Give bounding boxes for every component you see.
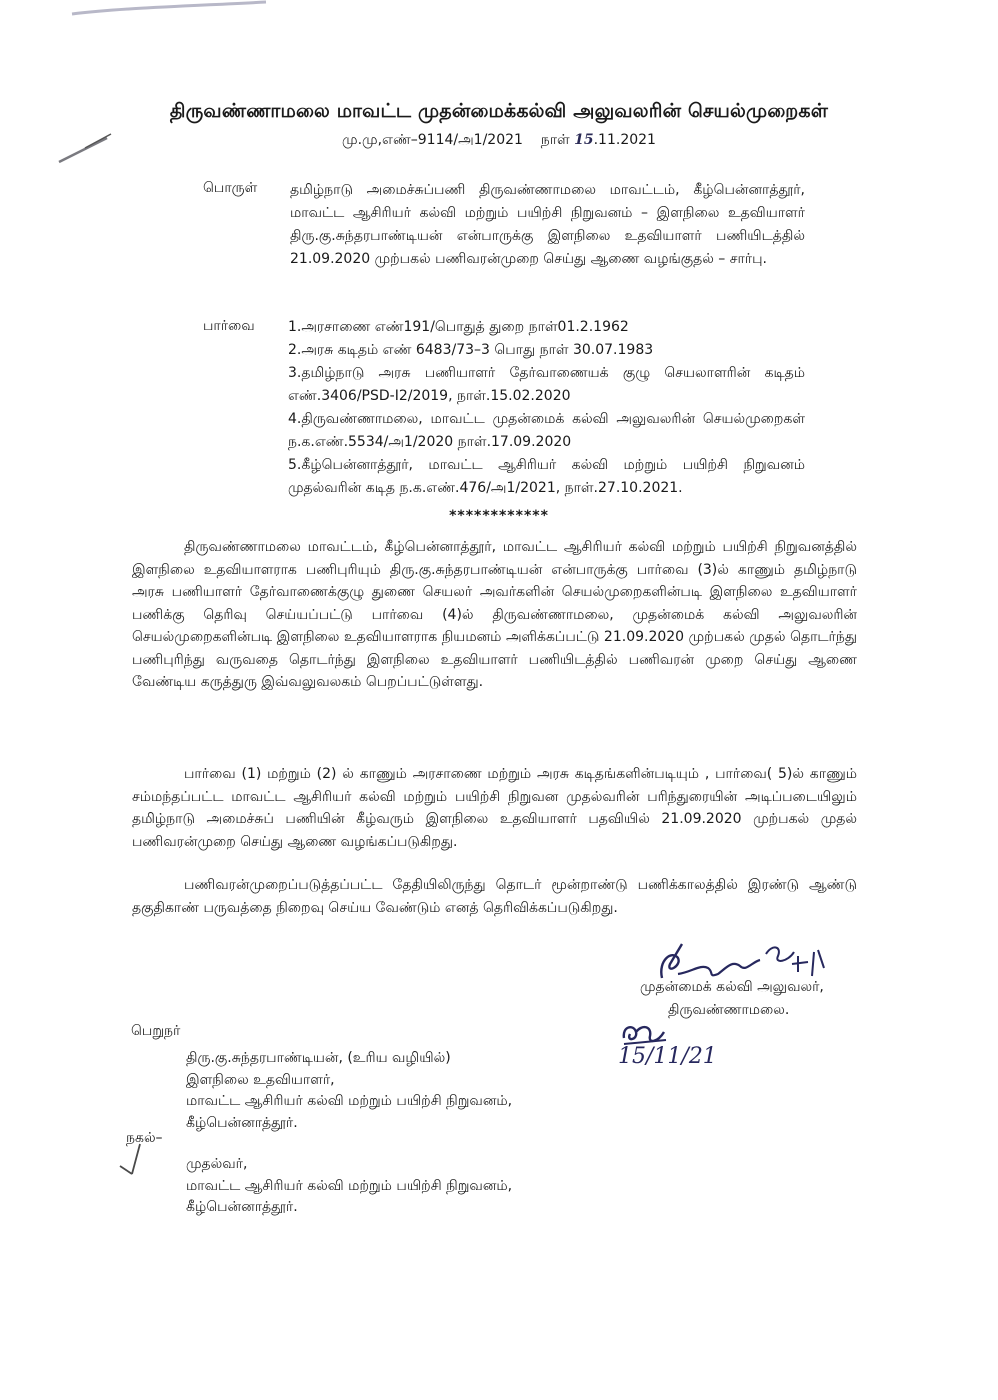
date-label: நாள் bbox=[540, 132, 570, 148]
handwritten-day: 15 bbox=[574, 132, 594, 148]
references-list bbox=[288, 316, 805, 500]
body-paragraph-2: பார்வை (1) மற்றும் (2) ல் காணும் அரசாணை மற்றும் அரசு கடிதங்களின்படியும் , பார்வை( 5)ல் காணும் சம்மந்தப்பட்ட மாவட்ட ஆசிரியர் கல்வி மற்றும் பயிற்சி நிறுவன முதல்வரின் பரிந்துரையின் அடிப்படையிலும் தமிழ்நாடு அமைச்சுப் பணியின் கீழ்வரும் இளநிலை உதவியாளர் பதவியில் 21.09.2020 முற்பகல் முதல் பணிவரன்முறை செய்து ஆணை வழங்கப்படுகிறது. bbox=[132, 766, 857, 850]
address-line: திரு.கு.சுந்தரபாண்டியன், (உரிய வழியில்) bbox=[186, 1050, 451, 1066]
address-line: கீழ்பென்னாத்தூர். bbox=[186, 1114, 298, 1131]
address-line: மாவட்ட ஆசிரியர் கல்வி மற்றும் பயிற்சி நிறுவனம், bbox=[186, 1177, 513, 1194]
date-suffix: .11.2021 bbox=[593, 132, 656, 148]
references-label: பார்வை bbox=[203, 318, 255, 334]
separator: ************ bbox=[449, 508, 549, 524]
reference-item: 2.அரசு கடிதம் எண் 6483/73–3 பொது நாள் 30.07.1983 bbox=[288, 342, 654, 358]
address-line: கீழ்பென்னாத்தூர். bbox=[186, 1199, 298, 1215]
copy-to-label: நகல்– bbox=[126, 1130, 163, 1146]
reference-item: 1.அரசாணை எண்191/பொதுத் துறை நாள்01.2.1962 bbox=[288, 319, 629, 335]
subject-text: தமிழ்நாடு அமைச்சுப்பணி திருவண்ணாமலை மாவட்டம், கீழ்பென்னாத்தூர், மாவட்ட ஆசிரியர் கல்வி மற்றும் பயிற்சி நிறுவனம் – இளநிலை உதவியாளர் திரு.கு.சுந்தரபாண்டியன் என்பாருக்கு இளநிலை உதவியாளர் பணியிடத்தில் 21.09.2020 முற்பகல் பணிவரன்முறை செய்து ஆணை வழங்குதல் – சார்பு. bbox=[290, 182, 805, 267]
scan-stroke-top bbox=[70, 0, 270, 20]
pen-tick-mark bbox=[112, 1140, 152, 1180]
body-paragraph-3: பணிவரன்முறைப்படுத்தப்பட்ட தேதியிலிருந்து தொடர் மூன்றாண்டு பணிக்காலத்தில் இரண்டு ஆண்டு தகுதிகாண் பருவத்தை நிறைவு செய்ய வேண்டும் எனத் தெரிவிக்கப்படுகிறது. bbox=[132, 877, 857, 916]
address-line: முதல்வர், bbox=[186, 1156, 248, 1172]
copy-to-address bbox=[186, 1154, 512, 1219]
recipient-address bbox=[186, 1048, 512, 1134]
recipient-label: பெறுநர் bbox=[131, 1023, 181, 1039]
body-paragraph-1: திருவண்ணாமலை மாவட்டம், கீழ்பென்னாத்தூர், மாவட்ட ஆசிரியர் கல்வி மற்றும் பயிற்சி நிறுவனத்தில் இளநிலை உதவியாளராக பணிபுரியும் திரு.கு.சுந்தரபாண்டியன் என்பாருக்கு பார்வை (3)ல் காணும் தமிழ்நாடு அரசு பணியாளர் தேர்வாணைக்குழு துணை செயலர் அவர்களின் செயல்முறைகளின்படி இளநிலை உதவியாளர் பணிக்கு தெரிவு செய்யப்பட்டு பார்வை (4)ல் திருவண்ணாமலை, முதன்மைக் கல்வி அலுவலரின் செயல்முறைகளின்படி இளநிலை உதவியாளராக நியமனம் அளிக்கப்பட்டு 21.09.2020 முற்பகல் முதல் தொடர்ந்து பணிபுரிந்து வருவதை தொடர்ந்து இளநிலை உதவியாளர் பணியிடத்தில் பணிவரன் முறை செய்து ஆணை வேண்டிய கருத்துரு இவ்வலுவலகம் பெறப்பட்டுள்ளது. bbox=[132, 539, 857, 690]
address-line: மாவட்ட ஆசிரியர் கல்வி மற்றும் பயிற்சி நிறுவனம், bbox=[186, 1093, 513, 1109]
handwritten-initial-date: 15/11/21 bbox=[618, 1044, 717, 1069]
reference-item: 3.தமிழ்நாடு அரசு பணியாளர் தேர்வாணையக் குழு செயலாளரின் கடிதம் எண்.3406/PSD-I2/2019, நாள்.15.02.2020 bbox=[288, 365, 805, 404]
signatory-place: திருவண்ணாமலை. bbox=[668, 1002, 790, 1018]
subject-label: பொருள் bbox=[203, 180, 258, 196]
address-line: இளநிலை உதவியாளர், bbox=[186, 1071, 335, 1088]
reference-item: 5.கீழ்பென்னாத்தூர், மாவட்ட ஆசிரியர் கல்வி மற்றும் பயிற்சி நிறுவனம் முதல்வரின் கடித ந.க.எண்.476/அ1/2021, நாள்.27.10.2021. bbox=[288, 457, 805, 496]
signatory-designation: முதன்மைக் கல்வி அலுவலர், bbox=[640, 979, 824, 995]
reference-number-line bbox=[0, 132, 998, 150]
reference-item: 4.திருவண்ணாமலை, மாவட்ட முதன்மைக் கல்வி அலுவலரின் செயல்முறைகள் ந.க.எண்.5534/அ1/2020 நாள்.17.09.2020 bbox=[288, 411, 805, 450]
reference-number: மு.மு,எண்–9114/அ1/2021 bbox=[342, 132, 523, 148]
page-title: திருவண்ணாமலை மாவட்ட முதன்மைக்கல்வி அலுவலரின் செயல்முறைகள் bbox=[169, 100, 829, 122]
